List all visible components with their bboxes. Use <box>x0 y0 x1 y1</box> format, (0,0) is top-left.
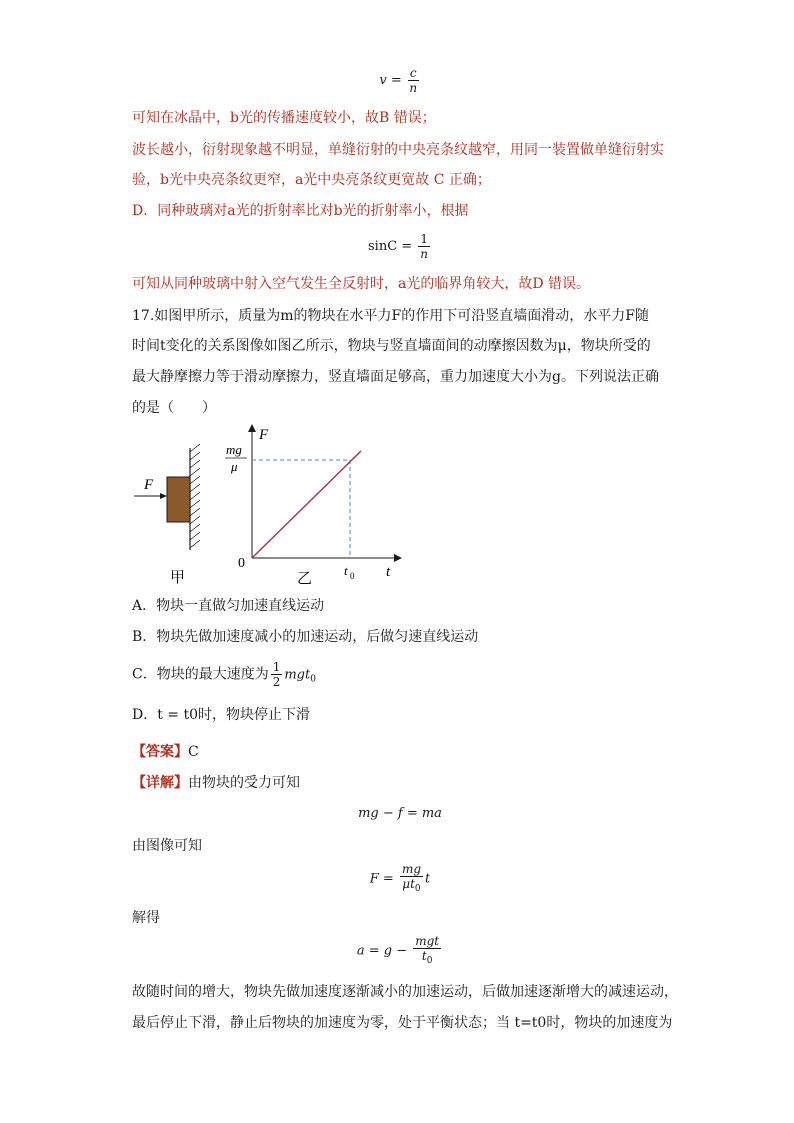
y-axis-arrow <box>248 424 256 432</box>
option-d: D．t = t0时，物块停止下滑 <box>132 707 311 723</box>
question-17-line-1: 17.如图甲所示，质量为m的物块在水平力F的作用下可沿竖直墙面滑动，水平力F随 <box>132 308 649 324</box>
answer-label: 【答案】 <box>132 744 188 760</box>
answer-value: C <box>188 744 199 760</box>
paragraph-7: 解得 <box>132 910 160 926</box>
paragraph-3: 验，b光中央亮条纹更窄，a光中央亮条纹更宽故 C 正确； <box>132 172 491 188</box>
graph-yi <box>225 424 402 587</box>
question-17-line-4: 的是（ ） <box>132 400 216 416</box>
caption-jia: 甲 <box>170 568 186 586</box>
equation-2: F = $\frac{mg}{\mu t_0}$ t <box>369 862 431 894</box>
paragraph-6: 由图像可知 <box>132 838 202 854</box>
option-c: C．物块的最大速度为 $\frac{1}{2}$ mgt$_0$ <box>132 660 316 689</box>
paragraph-9: 最后停止下滑，静止后物块的加速度为零，处于平衡状态；当 t=t0时，物块的加速度为 <box>132 1015 673 1031</box>
caption-yi: 乙 <box>297 569 313 587</box>
question-17-line-3: 最大静摩擦力等于滑动摩擦力，竖直墙面足够高，重力加速度大小为g。下列说法正确 <box>132 369 659 385</box>
formula-sin: sinC = $\frac{1}{n}$ <box>368 232 429 261</box>
block <box>167 477 190 522</box>
equation-1: mg − f = ma <box>358 806 442 821</box>
y-tick-den: μ <box>231 459 238 474</box>
y-axis-label: F <box>259 427 269 443</box>
x-axis-arrow <box>394 554 402 562</box>
paragraph-5: 可知从同种玻璃中射入空气发生全反射时，a光的临界角较大，故D 错误。 <box>132 276 591 292</box>
x-tick-sub: 0 <box>350 571 355 581</box>
diagram-jia <box>134 444 200 586</box>
paragraph-1: 可知在冰晶中，b光的传播速度较小，故B 错误； <box>132 110 436 126</box>
formula-v: v = $\frac{c}{n}$ <box>379 66 418 95</box>
paragraph-2: 波长越小，衍射现象越不明显，单缝衍射的中央亮条纹越窄，用同一装置做单缝衍射实 <box>132 142 664 158</box>
paragraph-4: D．同种玻璃对a光的折射率比对b光的折射率小，根据 <box>132 203 469 219</box>
origin-label: 0 <box>238 556 245 571</box>
paragraph-8: 故随时间的增大，物块先做加速度逐渐减小的加速运动，后做加速逐渐增大的减速运动， <box>132 984 678 1000</box>
y-tick-num: mg <box>226 442 242 457</box>
option-c-text: C．物块的最大速度为 <box>132 666 269 683</box>
force-time-line <box>252 451 361 558</box>
detail-text: 由物块的受力可知 <box>188 775 300 791</box>
option-a: A．物块一直做匀加速直线运动 <box>132 598 325 614</box>
x-axis-label: t <box>386 564 391 580</box>
force-label: F <box>144 477 154 493</box>
detail <box>132 773 300 793</box>
equation-3: a = g − $\frac{\text{mgt}}{t_0}$ <box>356 934 440 966</box>
force-arrow-head <box>160 493 167 499</box>
option-b: B．物块先做加速度减小的加速运动，后做匀速直线运动 <box>132 629 479 645</box>
detail-label: 【详解】 <box>132 775 188 791</box>
question-17-line-2: 时间t变化的关系图像如图乙所示，物块与竖直墙面间的动摩擦因数为μ，物块所受的 <box>132 338 651 354</box>
x-tick: t <box>344 563 348 578</box>
answer <box>132 742 199 762</box>
figure <box>130 420 410 590</box>
wall-hatch <box>190 444 200 548</box>
